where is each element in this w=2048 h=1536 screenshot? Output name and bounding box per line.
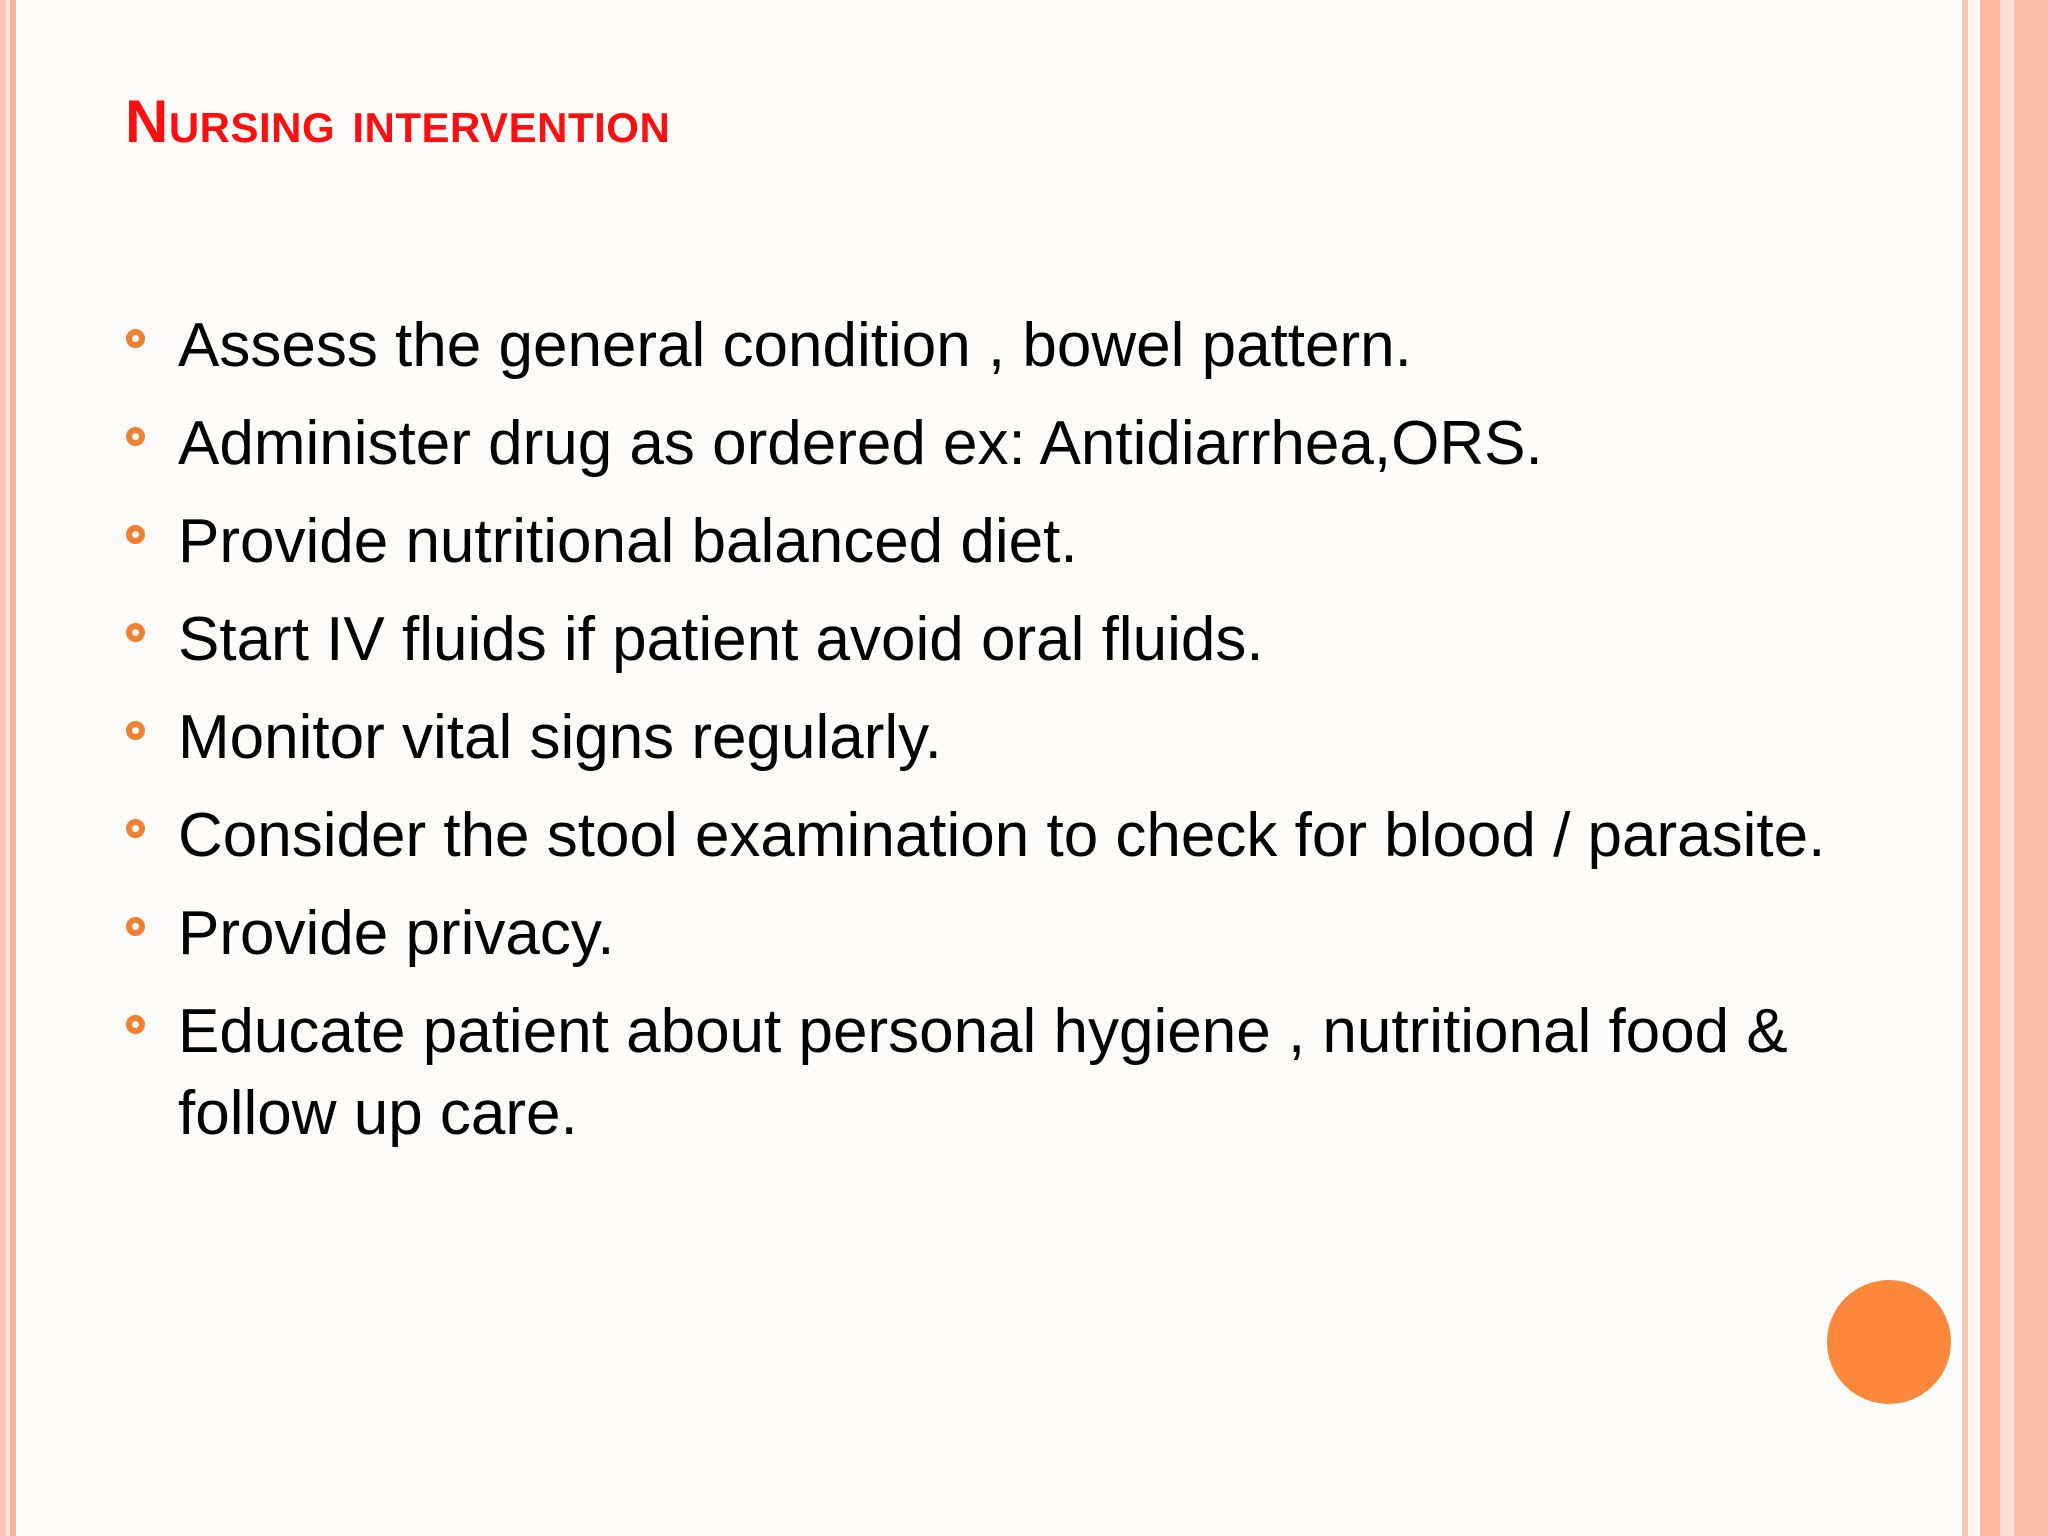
right-border-stripe [2000, 0, 2014, 1536]
ring-bullet-icon [126, 1015, 145, 1034]
bullet-item [126, 305, 1906, 387]
ring-bullet-icon [126, 721, 145, 740]
ring-bullet-icon [126, 525, 145, 544]
right-border-stripe [2014, 0, 2048, 1536]
ring-bullet-icon [126, 623, 145, 642]
right-border-stripe [1968, 0, 1980, 1536]
bullet-text: Administer drug as ordered ex: Antidiarrhea,ORS. [178, 409, 1543, 478]
bullet-text: Assess the general condition , bowel pattern. [178, 311, 1412, 380]
bullet-text: Provide nutritional balanced diet. [178, 507, 1078, 576]
bullet-text: Monitor vital signs regularly. [178, 703, 942, 772]
bullet-item [126, 599, 1906, 681]
bullet-list [126, 305, 1906, 1171]
ring-bullet-icon [126, 427, 145, 446]
bullet-item [126, 403, 1906, 485]
slide-title: Nursing intervention [125, 88, 671, 155]
bullet-text: Educate patient about personal hygiene , nutritional food & follow up care. [178, 997, 1788, 1148]
left-border-stripe [10, 0, 16, 1536]
bullet-item [126, 991, 1906, 1155]
orange-accent-circle [1827, 1280, 1951, 1404]
ring-bullet-icon [126, 329, 145, 348]
bullet-text: Provide privacy. [178, 899, 615, 968]
ring-bullet-icon [126, 819, 145, 838]
bullet-text: Start IV fluids if patient avoid oral fluids. [178, 605, 1264, 674]
bullet-item [126, 501, 1906, 583]
right-border-stripe [1980, 0, 2000, 1536]
bullet-item [126, 795, 1906, 877]
bullet-text: Consider the stool examination to check for blood / parasite. [178, 801, 1826, 870]
ring-bullet-icon [126, 917, 145, 936]
bullet-item [126, 893, 1906, 975]
bullet-item [126, 697, 1906, 779]
